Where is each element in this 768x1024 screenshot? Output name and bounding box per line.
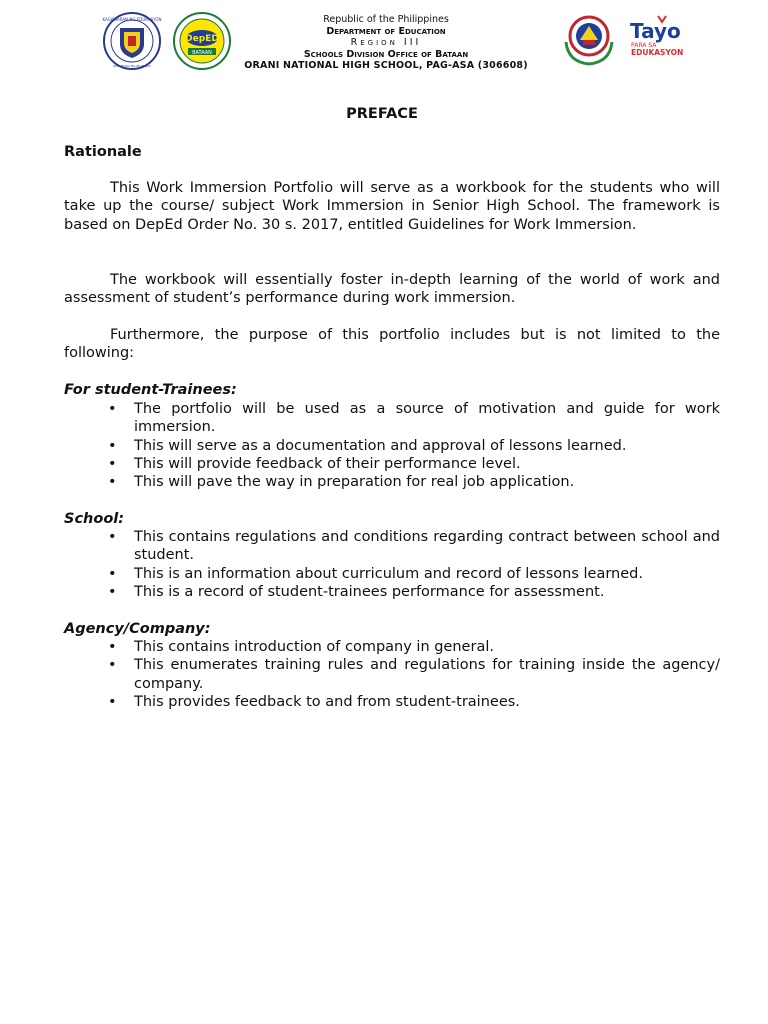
region-line: Region III (350, 37, 422, 48)
bullet-icon: • (108, 401, 117, 417)
school-seal-logo (558, 12, 620, 66)
tayo-logo-text: Tayo (630, 19, 681, 43)
bullet-icon: • (108, 657, 117, 674)
bullet-icon: • (108, 455, 117, 472)
deped-seal-logo (100, 12, 164, 70)
list-item-text: This will provide feedback of their performance level. (134, 455, 521, 472)
list-item (64, 656, 720, 693)
list-item (64, 437, 720, 455)
paragraph-purpose: Furthermore, the purpose of this portfolio includes but is not limited to the following: (64, 327, 720, 362)
list-item-text: This contains regulations and conditions regarding contract between school and student. (134, 529, 720, 564)
school-list (64, 528, 720, 601)
paragraph-intro: This Work Immersion Portfolio will serve as a workbook for the students who will take up the course/ subject Work Immersion in Senior High School. The framework is based on DepEd Order No. 30 s. 2017, entitled Guidelines for Work Immersion. (64, 180, 720, 233)
list-item-text: This is a record of student-trainees performance for assessment. (134, 583, 605, 600)
student-trainees-list (64, 400, 720, 491)
list-item (64, 528, 720, 565)
seal-deped-bottom-label: REPUBLIKA NG PILIPINAS (113, 64, 151, 68)
list-item-text: This is an information about curriculum and record of lessons learned. (134, 565, 643, 582)
school-line: ORANI NATIONAL HIGH SCHOOL, PAG-ASA (306608) (244, 60, 528, 71)
seal-division-label: DepED (185, 34, 219, 44)
section-heading-school: School: (64, 511, 125, 527)
list-item (64, 473, 720, 491)
agency-company-list (64, 638, 720, 711)
list-item-text: This will pave the way in preparation for real job application. (134, 474, 575, 491)
list-item (64, 583, 720, 601)
list-item-text: The portfolio will be used as a source of motivation and guide for work immersion. (134, 401, 720, 436)
tayo-sub2-text: EDUKASYON (631, 48, 684, 57)
page-title: PREFACE (346, 106, 418, 122)
rationale-heading: Rationale (64, 144, 142, 160)
bullet-icon: • (108, 583, 117, 600)
letterhead-text (236, 14, 536, 72)
seal-division-sub-label: BATAAN (192, 50, 212, 56)
division-seal-logo (172, 12, 232, 70)
bullet-icon: • (108, 565, 117, 582)
list-item (64, 400, 720, 437)
list-item-text: This will serve as a documentation and approval of lessons learned. (134, 437, 627, 454)
republic-line: Republic of the Philippines (323, 14, 449, 25)
paragraph-workbook: The workbook will essentially foster in-depth learning of the world of work and assessment of student’s performance during work immersion. (64, 272, 720, 307)
tayo-sub1-text: PARA SA (631, 42, 657, 49)
section-heading-agency-company: Agency/Company: (64, 621, 211, 637)
list-item (64, 455, 720, 473)
bullet-icon: • (108, 437, 117, 454)
bullet-icon: • (108, 529, 117, 545)
division-line: Schools Division Office of Bataan (303, 48, 469, 60)
list-item-text: This contains introduction of company in general. (134, 639, 494, 655)
list-item (64, 693, 720, 711)
seal-deped-label: KAGAWARAN NG EDUKASYON (102, 17, 162, 22)
letterhead (0, 0, 768, 80)
list-item (64, 565, 720, 583)
section-heading-student-trainees: For student-Trainees: (64, 382, 237, 398)
list-item (64, 638, 720, 656)
list-item-text: This provides feedback to and from student-trainees. (134, 693, 520, 710)
list-item-text: This enumerates training rules and regulations for training inside the agency/ company. (134, 657, 720, 692)
department-line: Department of Education (326, 25, 446, 37)
bullet-icon: • (108, 693, 117, 710)
bullet-icon: • (108, 639, 117, 655)
bullet-icon: • (108, 474, 117, 491)
tayo-para-sa-edukasyon-logo (628, 12, 686, 60)
